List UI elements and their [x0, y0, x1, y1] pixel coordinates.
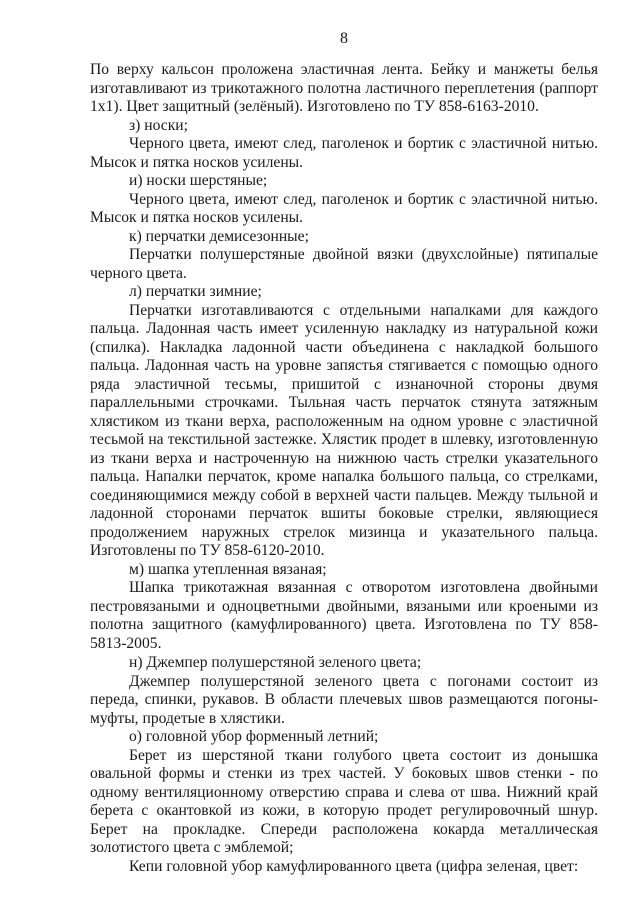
- section-heading: н) Джемпер полушерстяной зеленого цвета;: [129, 654, 422, 671]
- paragraph: Джемпер полушерстяной зеленого цвета с погонами состоит из переда, спинки, рукавов. В области плечевых швов размещаются погоны-муфты, продетые в хлястики.: [90, 672, 598, 727]
- paragraph: Черного цвета, имеют след, паголенок и бортик с эластичной нитью. Мысок и пятка носков усилены.: [90, 135, 598, 171]
- section-heading: м) шапка утепленная вязаная;: [129, 560, 327, 578]
- section-heading: о) головной убор форменный летний;: [129, 728, 379, 745]
- paragraph: Кепи головной убор камуфлированного цвета (цифра зеленая, цвет:: [129, 857, 579, 875]
- section-heading: л) перчатки зимние;: [129, 283, 262, 300]
- paragraph: Перчатки полушерстяные двойной вязки (двухслойные) пятипалые черного цвета.: [90, 246, 598, 282]
- paragraph: Берет из шерстяной ткани голубого цвета состоит из донышка овальной формы и стенки из трех частей. У боковых швов стенки - по одному вентиляционному отверстию справа и слева от шва. Нижний край берета с окантовкой из кожи, в которую продет регулировочный шнур. Берет на прокладке. Спереди расположена кокарда металлическая золотистого цвета с эмблемой;: [90, 746, 598, 856]
- section-heading: к) перчатки демисезонные;: [129, 227, 309, 245]
- section-heading: з) носки;: [129, 116, 188, 134]
- section-heading: и) носки шерстяные;: [129, 172, 268, 189]
- body-text: [90, 61, 598, 876]
- paragraph: Шапка трикотажная вязанная с отворотом изготовлена двойными пестровязаными и одноцветными двойными, вязаными или кроеными из полотна защитного (камуфлированного) цвета. Изготовлена по ТУ 858-5813-2005.: [90, 579, 598, 652]
- document-page: [90, 0, 598, 905]
- paragraph: Черного цвета, имеют след, паголенок и бортик с эластичной нитью. Мысок и пятка носков усилены.: [90, 190, 598, 226]
- paragraph: По верху кальсон проложена эластичная лента. Бейку и манжеты белья изготавливают из трикотажного полотна ластичного переплетения (раппорт 1х1). Цвет защитный (зелёный). Изготовлено по ТУ 858-6163-2010.: [90, 61, 598, 115]
- page-number: 8: [340, 30, 348, 47]
- paragraph: Перчатки изготавливаются с отдельными напалками для каждого пальца. Ладонная часть имеет усиленную накладку из натуральной кожи (спилка). Накладка ладонной части объединена с накладкой большого пальца. Ладонная часть на уровне запястья стягивается с помощью одного ряда эластичной тесьмы, пришитой с изнаночной стороны двумя параллельными строчками. Тыльная часть перчаток стянута затяжным хлястиком из ткани верха, расположенным на одном уровне с эластичной тесьмой на текстильной застежке. Хлястик продет в шлевку, изготовленную из ткани верха и настроченную на нижнюю часть стрелки указательного пальца. Напалки перчаток, кроме напалка большого пальца, со стрелками, соединяющимися между собой в верхней части пальцев. Между тыльной и ладонной сторонами перчаток вшиты боковые стрелки, являющиеся продолжением наружных стрелок мизинца и указательного пальца. Изготовлены по ТУ 858-6120-2010.: [90, 301, 598, 559]
